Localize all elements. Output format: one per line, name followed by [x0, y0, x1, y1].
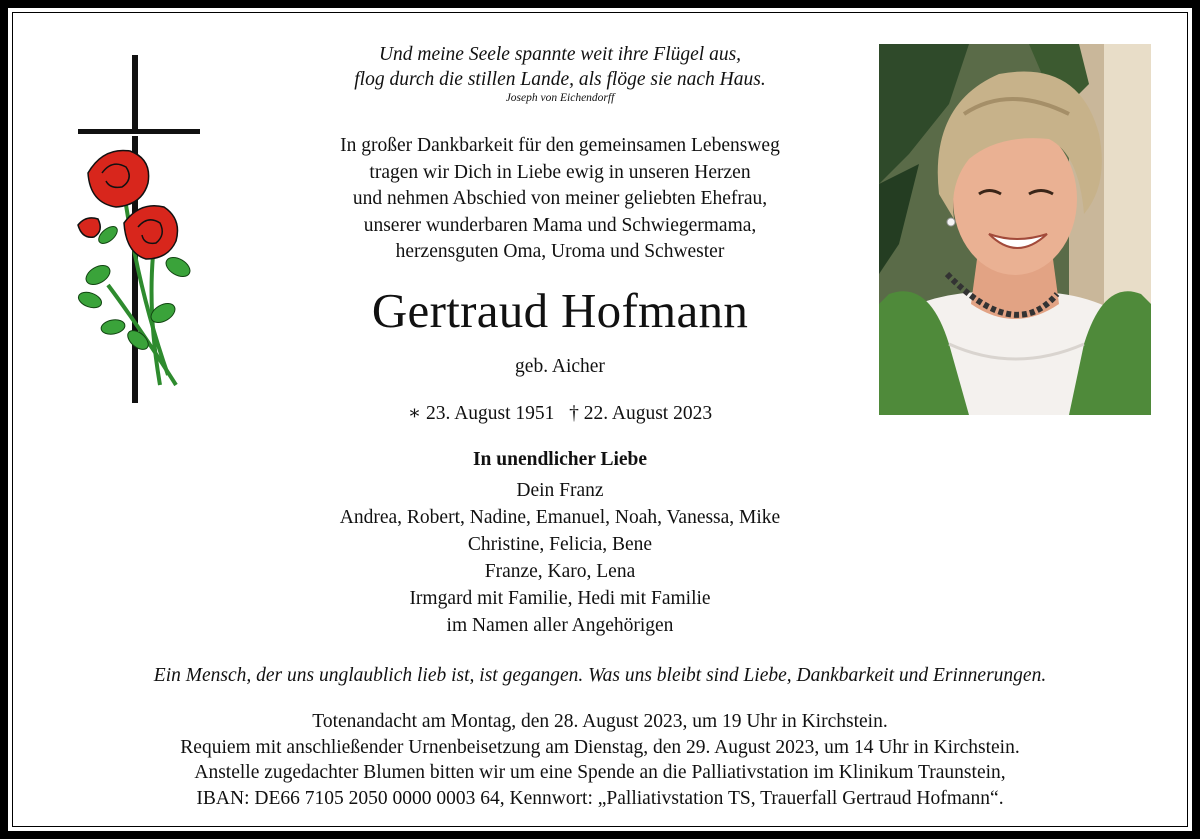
intro-line: unserer wunderbaren Mama und Schwiegermama,: [363, 214, 757, 236]
mourners-heading: In unendlicher Liebe: [472, 449, 648, 470]
opening-quote: [280, 42, 840, 92]
birth-date: 23. August 1951: [426, 403, 555, 424]
intro-text: [260, 133, 860, 266]
notice-line: IBAN: DE66 7105 2050 0000 0003 64, Kennwort: „Palliativstation TS, Trauerfall Gertraud Hofmann“.: [196, 787, 1004, 809]
intro-line: In großer Dankbarkeit für den gemeinsamen Lebensweg: [340, 135, 780, 156]
service-notices: [30, 709, 1170, 811]
mourner-line: Dein Franz: [516, 480, 604, 501]
closing-quote: Ein Mensch, der uns unglaublich lieb ist, ist gegangen. Was uns bleibt sind Liebe, Dankbarkeit und Erinnerungen.: [153, 665, 1047, 686]
quote-line: flog durch die stillen Lande, als flöge sie nach Haus.: [354, 69, 766, 90]
intro-line: tragen wir Dich in Liebe ewig in unseren Herzen: [369, 161, 751, 183]
mourner-line: Andrea, Robert, Nadine, Emanuel, Noah, Vanessa, Mike: [339, 507, 781, 528]
notice-line: Anstelle zugedachter Blumen bitten wir um eine Spende an die Palliativstation im Klinikum Traunstein,: [194, 762, 1006, 783]
quote-author: Joseph von Eichendorff: [505, 92, 615, 104]
birth-symbol: ∗: [407, 403, 422, 424]
notice-line: Totenandacht am Montag, den 28. August 2023, um 19 Uhr in Kirchstein.: [312, 711, 888, 732]
deceased-name: Gertraud Hofmann: [371, 283, 749, 338]
death-symbol: †: [569, 403, 579, 424]
maiden-name: geb. Aicher: [515, 356, 605, 377]
cross-with-roses-icon: [68, 55, 208, 405]
mourners-list: [200, 477, 920, 639]
notice-line: Requiem mit anschließender Urnenbeisetzung am Dienstag, den 29. August 2023, um 14 Uhr in Kirchstein.: [180, 736, 1020, 758]
life-dates: [260, 401, 860, 425]
quote-line: Und meine Seele spannte weit ihre Flügel aus,: [378, 44, 742, 65]
intro-line: herzensguten Oma, Uroma und Schwester: [395, 241, 725, 262]
death-date: 22. August 2023: [583, 403, 713, 424]
portrait-image: [879, 44, 1151, 415]
intro-line: und nehmen Abschied von meiner geliebten Ehefrau,: [352, 188, 768, 209]
mourner-line: Franze, Karo, Lena: [484, 561, 636, 582]
mourner-line: Christine, Felicia, Bene: [467, 534, 653, 555]
portrait-photo: [879, 44, 1151, 415]
mourner-line: Irmgard mit Familie, Hedi mit Familie: [409, 588, 711, 609]
mourner-line: im Namen aller Angehörigen: [446, 615, 674, 636]
